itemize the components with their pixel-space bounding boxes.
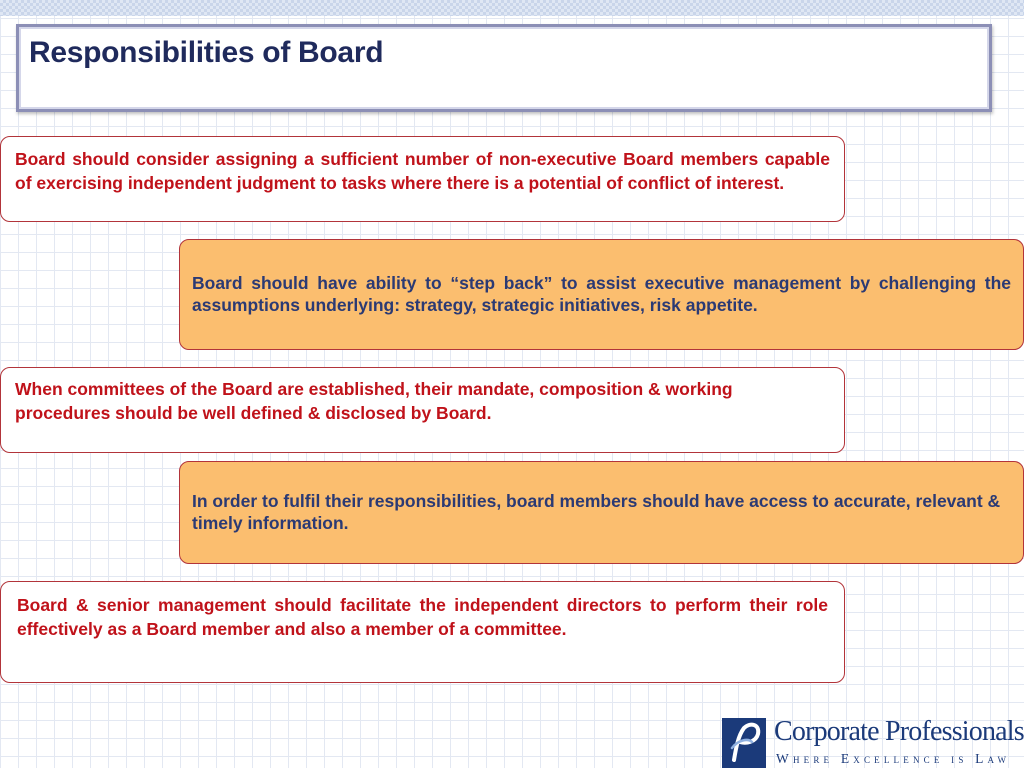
logo-name: Corporate Professionals [774,716,1024,747]
logo-tagline: Where Excellence is Law [776,751,1011,766]
responsibility-card-1 [0,136,845,222]
slide-title: Responsibilities of Board [29,36,384,69]
responsibility-card-4 [179,461,1024,564]
responsibility-card-3 [0,367,845,453]
card-text: In order to fulfil their responsibilities, board members should have access to accurate, relevant & timely information. [192,491,1001,533]
card-text: Board should have ability to “step back” to assist executive management by challenging the assumptions underlying: strategy, strategic initiatives, risk appetite. [192,273,1011,315]
card-text: Board should consider assigning a sufficient number of non-executive Board members capable of exercising independent judgment to tasks where there is a potential of conflict of interest. [15,149,830,193]
responsibility-card-5 [0,581,845,683]
company-logo [722,716,1024,768]
top-decorative-strip [0,0,1024,16]
title-box [16,24,992,112]
card-text: When committees of the Board are established, their mandate, composition & working procedures should be well defined & disclosed by Board. [15,379,733,423]
card-text: Board & senior management should facilitate the independent directors to perform their role effectively as a Board member and also a member of a committee. [17,595,828,639]
cp-logo-icon [722,718,766,768]
responsibility-card-2 [179,239,1024,350]
